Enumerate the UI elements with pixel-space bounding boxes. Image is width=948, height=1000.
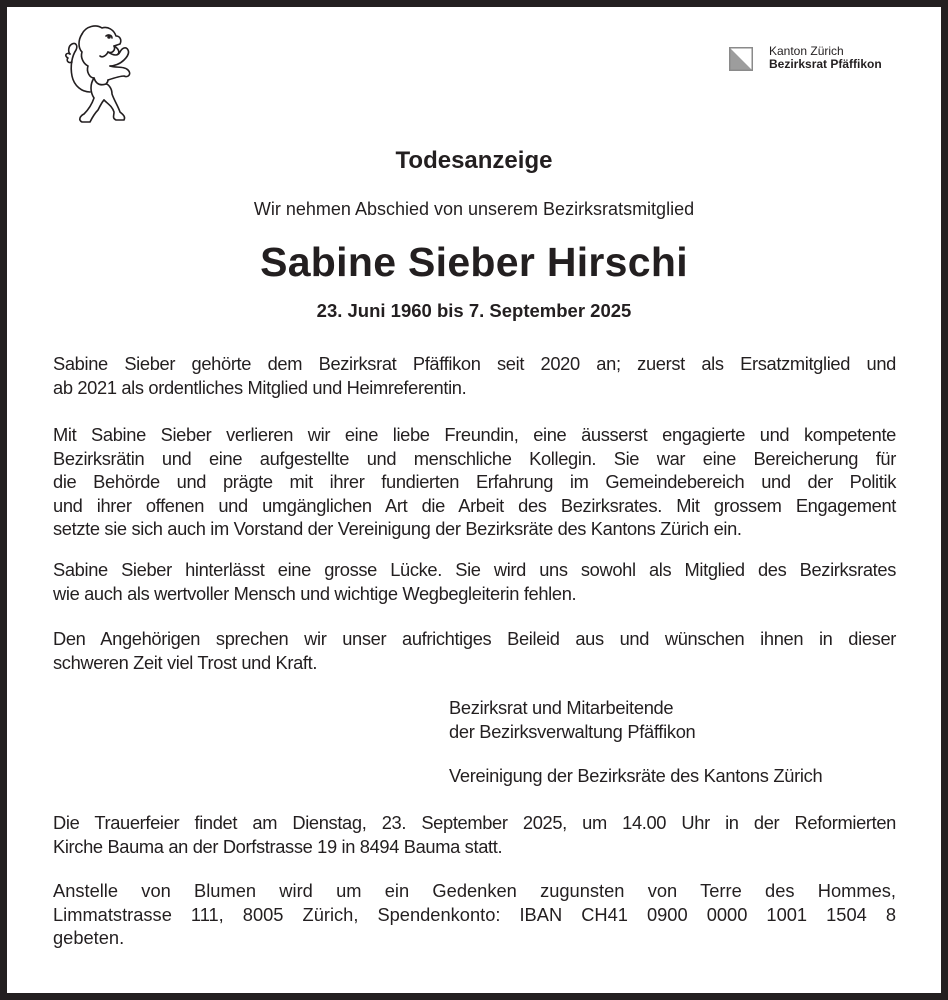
- signature-bezirksrat: [449, 696, 695, 743]
- text-line: Die Trauerfeier findet am Dienstag, 23. September 2025, um 14.00 Uhr in der Reformierten: [53, 812, 896, 833]
- signature-line: der Bezirksverwaltung Pfäffikon: [449, 720, 696, 742]
- kanton-name: Kanton Zürich: [769, 44, 844, 58]
- text-line: Sabine Sieber gehörte dem Bezirksrat Pfäffikon seit 2020 an; zuerst als Ersatzmitglied und: [53, 353, 896, 374]
- text-line: ab 2021 als ordentliches Mitglied und Heimreferentin.: [53, 376, 467, 398]
- donation-info: [53, 879, 896, 950]
- text-line: schweren Zeit viel Trost und Kraft.: [53, 651, 318, 673]
- text-line: die Behörde und prägte mit ihrer fundierten Erfahrung im Gemeindebereich und der Politik: [53, 471, 896, 492]
- zurich-lion-emblem-icon: [54, 22, 146, 130]
- text-line: Limmatstrasse 111, 8005 Zürich, Spendenkonto: IBAN CH41 0900 0000 1001 1504 8: [53, 903, 896, 925]
- text-line: setzte sie sich auch im Vorstand der Vereinigung der Bezirksräte des Kantons Zürich ein.: [53, 518, 742, 539]
- notice-intro: Wir nehmen Abschied von unserem Bezirksratsmitglied: [253, 199, 695, 219]
- signature-vereinigung: [449, 764, 822, 788]
- text-line: Bezirksrätin und eine aufgestellte und menschliche Kollegin. Sie war eine Bereicherung für: [53, 447, 896, 469]
- kanton-text: [769, 45, 882, 71]
- text-line: Den Angehörigen sprechen wir unser aufrichtiges Beileid aus und wünschen ihnen in dieser: [53, 628, 896, 649]
- text-line: Sabine Sieber hinterlässt eine grosse Lücke. Sie wird uns sowohl als Mitglied des Bezirksrates: [53, 559, 896, 580]
- life-dates: 23. Juni 1960 bis 7. September 2025: [316, 300, 632, 321]
- paragraph-loss: [53, 558, 896, 605]
- kanton-zurich-shield-icon: [729, 47, 753, 71]
- paragraph-membership: [53, 352, 896, 399]
- paragraph-tribute: [53, 423, 896, 541]
- text-line: und ihrer offenen und umgänglichen Art die Arbeit des Bezirksrates. Mit grossem Engagement: [53, 494, 896, 516]
- signature-line: Vereinigung der Bezirksräte des Kantons Zürich: [449, 765, 823, 786]
- text-line: Kirche Bauma an der Dorfstrasse 19 in 8494 Bauma statt.: [53, 835, 503, 857]
- notice-title: Todesanzeige: [395, 147, 553, 174]
- funeral-info: [53, 811, 896, 858]
- text-line: wie auch als wertvoller Mensch und wichtige Wegbegleiterin fehlen.: [53, 582, 577, 604]
- paragraph-condolences: [53, 627, 896, 674]
- authority-name: Bezirksrat Pfäffikon: [769, 57, 882, 71]
- signature-line: Bezirksrat und Mitarbeitende: [449, 697, 674, 718]
- text-line: gebeten.: [53, 927, 125, 948]
- deceased-name: Sabine Sieber Hirschi: [260, 239, 688, 285]
- text-line: Mit Sabine Sieber verlieren wir eine liebe Freundin, eine äusserst engagierte und kompetente: [53, 424, 896, 445]
- text-line: Anstelle von Blumen wird um ein Gedenken zugunsten von Terre des Hommes,: [53, 880, 896, 901]
